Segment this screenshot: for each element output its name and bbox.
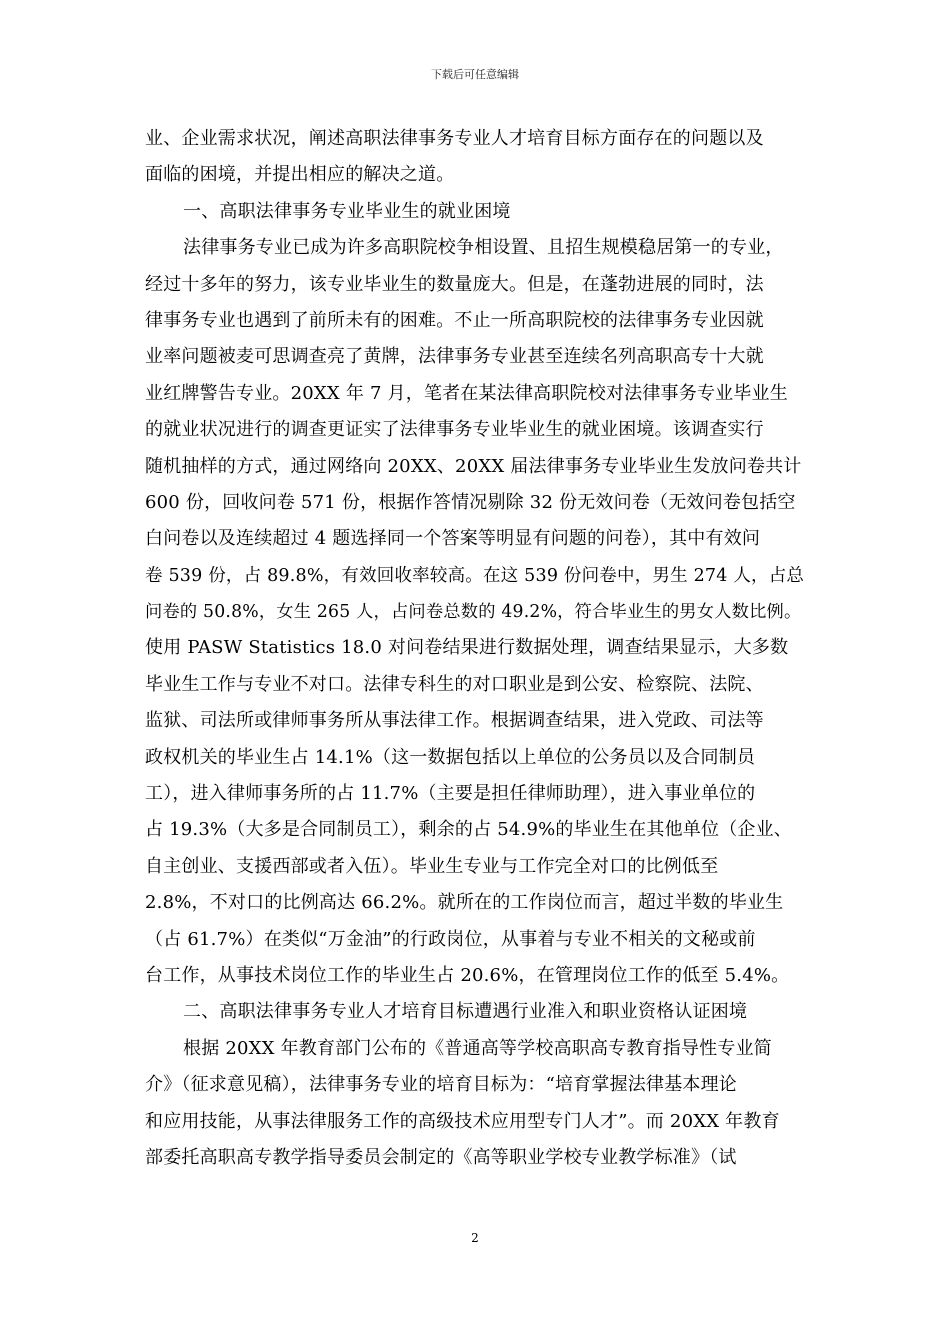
page-number: 2: [471, 1231, 479, 1245]
text-line: 的就业状况进行的调查更证实了法律事务专业毕业生的就业困境。该调查实行: [145, 419, 764, 441]
text-line: 600 份，回收问卷 571 份，根据作答情况剔除 32 份无效问卷（无效问卷包括空: [145, 491, 796, 513]
text-line: 使用 PASW Statistics 18.0 对问卷结果进行数据处理，调查结果显示，大多数: [145, 637, 789, 659]
text-line: 自主创业、支援西部或者入伍）。毕业生专业与工作完全对口的比例低至: [145, 855, 719, 877]
text-line: 业、企业需求状况，阐述高职法律事务专业人才培育目标方面存在的问题以及: [145, 128, 764, 149]
page-header: 下载后可任意编辑: [431, 68, 519, 81]
text-line: 经过十多年的努力，该专业毕业生的数量庞大。但是，在蓬勃进展的同时，法: [145, 273, 764, 295]
text-line: 政权机关的毕业生占 14.1%（这一数据包括以上单位的公务员以及合同制员: [145, 746, 756, 768]
text-line: 介》（征求意见稿），法律事务专业的培育目标为：“培育掌握法律基本理论: [145, 1074, 737, 1096]
text-line: 法律事务专业已成为许多高职院校争相设置、且招生规模稳居第一的专业，: [183, 237, 784, 259]
text-line: 部委托高职高专教学指导委员会制定的《高等职业学校专业教学标准》（试: [145, 1146, 737, 1168]
text-line: 问卷的 50.8%，女生 265 人，占问卷总数的 49.2%，符合毕业生的男女人数比例。: [145, 602, 802, 623]
text-line: 一、高职法律事务专业毕业生的就业困境: [183, 200, 511, 222]
text-line: 工），进入律师事务所的占 11.7%（主要是担任律师助理），进入事业单位的: [145, 783, 756, 805]
text-line: 业率问题被麦可思调查亮了黄牌，法律事务专业甚至连续名列高职高专十大就: [145, 346, 764, 368]
text-line: 随机抽样的方式，通过网络向 20XX、20XX 届法律事务专业毕业生发放问卷共计: [145, 455, 802, 477]
text-line: 二、高职法律事务专业人才培育目标遭遇行业准入和职业资格认证困境: [183, 1001, 748, 1023]
text-line: 根据 20XX 年教育部门公布的《普通高等学校高职高专教育指导性专业简: [183, 1037, 772, 1059]
text-line: 白问卷以及连续超过 4 题选择同一个答案等明显有问题的问卷），其中有效问: [145, 528, 761, 550]
text-line: 卷 539 份，占 89.8%，有效回收率较高。在这 539 份问卷中，男生 274 人，占总: [145, 565, 805, 586]
text-line: 台工作，从事技术岗位工作的毕业生占 20.6%，在管理岗位工作的低至 5.4%。: [145, 964, 790, 986]
text-line: 2.8%，不对口的比例高达 66.2%。就所在的工作岗位而言，超过半数的毕业生: [145, 892, 784, 914]
text-line: 和应用技能，从事法律服务工作的高级技术应用型专门人才”。而 20XX 年教育: [145, 1110, 780, 1132]
text-line: 监狱、司法所或律师事务所从事法律工作。根据调查结果，进入党政、司法等: [145, 710, 764, 732]
text-line: 律事务专业也遇到了前所未有的困难。不止一所高职院校的法律事务专业因就: [145, 309, 764, 331]
text-line: 占 19.3%（大多是合同制员工），剩余的占 54.9%的毕业生在其他单位（企业、: [145, 819, 793, 841]
document-body: [145, 121, 805, 1176]
text-line: 毕业生工作与专业不对口。法律专科生的对口职业是到公安、检察院、法院、: [145, 673, 764, 695]
text-line: 面临的困境，并提出相应的解决之道。: [145, 164, 455, 186]
text-line: 业红牌警告专业。20XX 年 7 月，笔者在某法律高职院校对法律事务专业毕业生: [145, 382, 788, 404]
text-line: （占 61.7%）在类似“万金油”的行政岗位，从事着与专业不相关的文秘或前: [145, 928, 756, 950]
